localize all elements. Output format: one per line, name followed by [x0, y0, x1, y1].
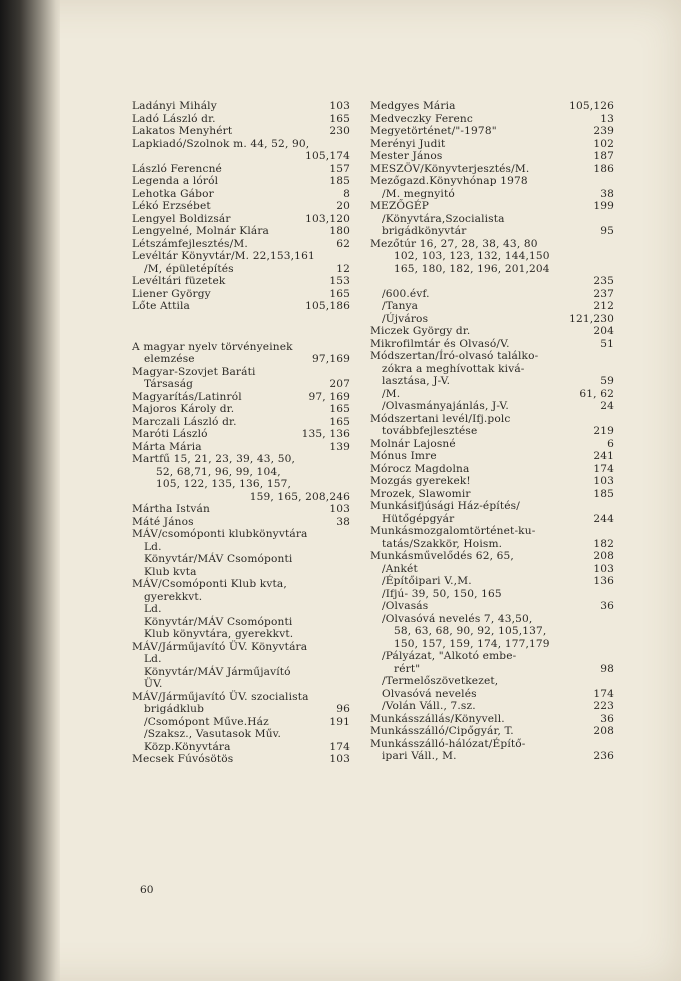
index-entry: [132, 516, 350, 529]
index-entry-term: Medveczky Ferenc: [370, 112, 473, 125]
index-entry-term: Munkásművelődés 62, 65,: [370, 550, 514, 562]
index-entry: [370, 700, 614, 713]
index-entry-pages: 97,169: [312, 353, 350, 365]
index-entry: [132, 553, 350, 566]
index-entry-pages: 62: [336, 237, 350, 250]
index-entry-term: Munkásszálló/Cipőgyár, T.: [370, 725, 514, 737]
index-entry-pages: 182: [593, 537, 614, 550]
index-entry-term: Legenda a lóról: [132, 175, 219, 187]
index-entry: [132, 225, 350, 238]
index-entry: [370, 150, 614, 163]
index-entry-term: /M.: [382, 387, 401, 400]
index-entry: [370, 238, 614, 251]
index-entry-term: Munkásifjúsági Ház-építés/: [370, 500, 520, 512]
index-entry-pages: 96: [336, 703, 350, 715]
index-entry: [132, 403, 350, 416]
index-entry-pages: 95: [600, 225, 614, 237]
index-entry: [132, 628, 350, 641]
index-entry-term: Mrozek, Slawomir: [370, 487, 471, 500]
index-entry-term: Mikrofilmtár és Olvasó/V.: [370, 337, 510, 350]
index-entry-term: lasztása, J-V.: [382, 375, 451, 387]
index-entry-pages: 159, 165, 208,246: [249, 490, 350, 503]
index-entry-term: Mónus Imre: [370, 450, 437, 462]
index-entry: [370, 200, 614, 213]
index-entry-term: Mezőtúr 16, 27, 28, 38, 43, 80: [370, 237, 538, 250]
index-entry-term: Lengyelné, Molnár Klára: [132, 225, 270, 237]
index-entry-term: /Ankét: [382, 562, 418, 575]
index-entry-term: Klub könyvtára, gyerekkvt.: [144, 628, 294, 640]
index-entry-term: Ladányi Mihály: [132, 100, 217, 112]
index-entry-term: Levéltár Könyvtár/M. 22,153,161: [132, 250, 315, 262]
index-entry: [132, 641, 350, 654]
index-entry-pages: 185: [329, 175, 350, 187]
index-entry-term: /Olvasmányajánlás, J-V.: [382, 400, 509, 412]
index-entry-pages: 103: [329, 753, 350, 765]
index-entry-term: Munkásszállás/Könyvell.: [370, 712, 505, 725]
index-entry-pages: 185: [593, 487, 614, 500]
index-entry-term: /Ifjú- 39, 50, 150, 165: [382, 587, 502, 600]
index-entry-term: /Termelőszövetkezet,: [382, 675, 499, 687]
index-entry-pages: 244: [593, 512, 614, 525]
index-entry-pages: 38: [600, 187, 614, 200]
index-entry: [132, 288, 350, 301]
index-entry-pages: 165: [329, 287, 350, 300]
index-entry: [370, 250, 614, 263]
index-entry-pages: 103: [593, 475, 614, 487]
index-column-right: [370, 100, 614, 763]
index-entry: [132, 366, 350, 379]
index-entry-term: 52, 68,71, 96, 99, 104,: [156, 465, 281, 478]
index-entry-term: Ld.: [144, 653, 162, 665]
index-entry-term: 102, 103, 123, 132, 144,150: [394, 250, 550, 262]
index-entry-pages: 174: [329, 740, 350, 753]
index-entry-pages: 36: [600, 712, 614, 725]
index-entry-term: /Csomópont Műve.Ház: [144, 715, 269, 728]
index-entry-pages: 230: [329, 125, 350, 137]
index-entry: [370, 138, 614, 151]
index-entry: [370, 450, 614, 463]
index-entry: [132, 188, 350, 201]
index-entry-pages: 13: [600, 112, 614, 125]
index-entry: [132, 578, 350, 591]
index-entry-pages: 219: [593, 425, 614, 437]
index-entry: [132, 541, 350, 554]
index-entry-term: 105, 122, 135, 136, 157,: [156, 478, 292, 490]
index-entry-term: MÁV/csomóponti klubkönyvtára: [132, 528, 308, 540]
index-entry-pages: 98: [600, 662, 614, 675]
index-entry-term: Marczali László dr.: [132, 415, 237, 428]
index-entry: [132, 566, 350, 579]
index-entry-pages: 187: [593, 150, 614, 162]
index-entry: [370, 363, 614, 376]
index-entry: [370, 263, 614, 276]
index-entry: [370, 388, 614, 401]
index-entry: [132, 238, 350, 251]
index-entry-pages: 102: [593, 137, 614, 150]
index-entry: [370, 325, 614, 338]
index-entry-term: Ld.: [144, 540, 162, 553]
index-entry-term: Molnár Lajosné: [370, 437, 456, 450]
index-entry-term: /M, épületépítés: [144, 262, 234, 275]
index-entry-term: Lőte Attila: [132, 300, 191, 312]
index-entry-term: Módszertani levél/Ifj.polc: [370, 412, 511, 425]
index-entry-term: László Ferencné: [132, 162, 222, 175]
index-entry-term: ÜV.: [144, 678, 163, 690]
index-entry-pages: 97, 169: [308, 390, 350, 403]
index-entry-pages: 204: [593, 325, 614, 337]
index-entry-pages: 36: [600, 600, 614, 612]
index-entry-term: MESZÖV/Könyvterjesztés/M.: [370, 162, 530, 175]
index-entry: [370, 563, 614, 576]
index-entry: [370, 638, 614, 651]
index-entry-pages: 180: [329, 225, 350, 237]
index-entry: [132, 603, 350, 616]
index-entry-term: Módszertan/Író-olvasó találko-: [370, 350, 539, 362]
index-entry-term: 150, 157, 159, 174, 177,179: [394, 637, 550, 650]
index-entry: [132, 300, 350, 313]
index-entry: [132, 591, 350, 604]
index-entry: [370, 413, 614, 426]
index-entry: [370, 313, 614, 326]
index-entry: [370, 650, 614, 663]
index-entry: [370, 613, 614, 626]
index-entry-term: Ladó László dr.: [132, 112, 216, 125]
index-entry: [132, 616, 350, 629]
index-entry-term: A magyar nyelv törvényeinek: [132, 340, 293, 353]
index-entry-pages: 135, 136: [301, 428, 350, 440]
index-entry: [370, 500, 614, 513]
index-entry-term: /Olvasóvá nevelés 7, 43,50,: [382, 612, 533, 625]
index-entry: [132, 491, 350, 504]
index-entry: [370, 600, 614, 613]
index-entry: [370, 288, 614, 301]
index-entry: [370, 100, 614, 113]
index-entry-term: Munkásszálló-hálózat/Építő-: [370, 737, 526, 750]
index-entry: [370, 213, 614, 226]
index-entry: [370, 475, 614, 488]
index-entry-pages: 51: [600, 337, 614, 350]
index-entry-term: Medgyes Mária: [370, 100, 456, 112]
index-entry-term: Lehotka Gábor: [132, 187, 214, 200]
index-entry-pages: 6: [607, 437, 614, 450]
index-entry-pages: 105,186: [305, 300, 350, 312]
index-entry: [370, 675, 614, 688]
index-entry-term: /M. megnyitó: [382, 187, 455, 200]
index-entry: [370, 550, 614, 563]
index-entry: [132, 466, 350, 479]
index-entry-term: Könyvtár/MÁV Csomóponti: [144, 553, 293, 565]
index-entry-pages: 103: [329, 100, 350, 112]
index-entry: [132, 250, 350, 263]
index-entry-term: Magyarítás/Latinról: [132, 390, 242, 403]
index-entry-term: rért": [394, 662, 421, 675]
index-entry: [132, 378, 350, 391]
index-entry-pages: 165: [329, 415, 350, 428]
index-entry: [370, 713, 614, 726]
index-entry-term: /600.évf.: [382, 287, 430, 300]
index-entry: [132, 528, 350, 541]
index-entry: [370, 338, 614, 351]
index-entry-pages: 24: [600, 400, 614, 412]
index-entry: [132, 125, 350, 138]
index-entry-term: Merényi Judit: [370, 137, 446, 150]
index-entry-term: /Tanya: [382, 300, 419, 312]
index-entry-pages: 59: [600, 375, 614, 387]
index-entry-term: gyerekkvt.: [144, 590, 203, 603]
index-entry: [132, 503, 350, 516]
index-entry-pages: 103: [593, 562, 614, 575]
index-entry: [132, 691, 350, 704]
index-entry-term: Ld.: [144, 603, 162, 615]
index-entry-pages: 20: [336, 200, 350, 212]
index-entry-term: /Könyvtára,Szocialista: [382, 212, 505, 225]
index-entry-term: ipari Váll., M.: [382, 750, 457, 762]
index-entry-pages: 208: [593, 550, 614, 562]
index-entry-term: zókra a meghívottak kivá-: [382, 362, 525, 375]
index-entry-term: Megyetörténet/"-1978": [370, 125, 497, 137]
index-entry-term: Mezőgazd.Könyvhónap 1978: [370, 175, 528, 187]
index-entry-pages: 174: [593, 462, 614, 475]
index-entry-term: Társaság: [144, 378, 194, 390]
page-number: 60: [140, 884, 154, 896]
index-entry-term: Létszámfejlesztés/M.: [132, 237, 248, 250]
index-entry: [132, 200, 350, 213]
index-entry-term: MÁV/Csomóponti Klub kvta,: [132, 578, 287, 590]
index-entry: [370, 225, 614, 238]
index-entry-term: Olvasóvá nevelés: [382, 687, 477, 700]
index-entry: [132, 753, 350, 766]
index-entry-pages: 38: [336, 515, 350, 528]
index-entry: [370, 463, 614, 476]
index-entry: [132, 716, 350, 729]
index-entry-term: Martfű 15, 21, 23, 39, 43, 50,: [132, 453, 296, 465]
index-entry: [132, 478, 350, 491]
index-entry-pages: 237: [593, 287, 614, 300]
index-entry: [132, 678, 350, 691]
index-entry: [132, 341, 350, 354]
index-entry-pages: 103: [329, 503, 350, 515]
index-entry-pages: 153: [329, 275, 350, 287]
index-entry-pages: 61, 62: [579, 387, 614, 400]
index-entry: [370, 525, 614, 538]
index-entry: [370, 725, 614, 738]
index-entry-term: Liener György: [132, 287, 211, 300]
index-entry: [132, 100, 350, 113]
index-entry: [132, 741, 350, 754]
index-entry-pages: 236: [593, 750, 614, 762]
index-entry-term: Majoros Károly dr.: [132, 403, 235, 415]
index-entry: [132, 416, 350, 429]
index-entry: [370, 688, 614, 701]
index-entry-term: Lékó Erzsébet: [132, 200, 211, 212]
index-entry: [132, 391, 350, 404]
index-entry: [370, 575, 614, 588]
index-entry: [132, 666, 350, 679]
index-entry-pages: 12: [336, 262, 350, 275]
index-entry-pages: 235: [593, 275, 614, 287]
index-entry-pages: 212: [593, 300, 614, 312]
index-entry: [370, 125, 614, 138]
index-entry-pages: 103,120: [305, 212, 350, 225]
index-entry-term: Miczek György dr.: [370, 325, 471, 337]
index-entry-pages: 105,126: [569, 100, 614, 112]
index-entry-term: Márta Mária: [132, 440, 202, 453]
index-entry-pages: 121,230: [569, 312, 614, 325]
index-entry-pages: 208: [593, 725, 614, 737]
index-entry: [370, 350, 614, 363]
index-entry-term: /Volán Váll., 7.sz.: [382, 700, 476, 712]
index-entry-term: MÁV/Járműjavító ÜV. szocialista: [132, 690, 309, 703]
index-entry-term: 165, 180, 182, 196, 201,204: [394, 262, 550, 275]
index-entry: [370, 438, 614, 451]
index-entry-term: elemzése: [144, 353, 195, 365]
index-entry: [370, 588, 614, 601]
index-entry: [132, 728, 350, 741]
index-entry-pages: 8: [343, 187, 350, 200]
index-entry: [370, 425, 614, 438]
index-entry: [132, 175, 350, 188]
index-entry: [132, 113, 350, 126]
index-entry-term: tatás/Szakkör, Hoism.: [382, 537, 503, 550]
index-entry: [132, 275, 350, 288]
index-entry: [370, 188, 614, 201]
index-entry-term: 58, 63, 68, 90, 92, 105,137,: [394, 625, 547, 637]
index-entry-term: Klub kvta: [144, 565, 197, 578]
index-entry-term: Mórocz Magdolna: [370, 462, 470, 475]
index-entry-term: Mártha István: [132, 503, 210, 515]
index-entry-term: /Pályázat, "Alkotó embe-: [382, 650, 517, 662]
index-entry-term: MEZŐGÉP: [370, 200, 430, 212]
index-entry: [370, 750, 614, 763]
index-entry-term: Lakatos Menyhért: [132, 125, 233, 137]
index-column-left: [132, 100, 350, 766]
index-entry: [370, 513, 614, 526]
index-entry: [132, 313, 350, 327]
index-entry-pages: 165: [329, 112, 350, 125]
index-entry: [370, 163, 614, 176]
index-entry: [132, 163, 350, 176]
index-entry: [132, 453, 350, 466]
index-entry: [370, 400, 614, 413]
index-entry-term: brigádkönyvtár: [382, 225, 467, 237]
index-entry: [132, 213, 350, 226]
index-entry: [370, 738, 614, 751]
index-entry: [370, 300, 614, 313]
index-entry: [370, 538, 614, 551]
index-entry-term: Hütőgépgyár: [382, 512, 455, 525]
index-entry-pages: 186: [593, 162, 614, 175]
index-entry-term: Könyvtár/MÁV Csomóponti: [144, 615, 293, 628]
index-entry-pages: 157: [329, 162, 350, 175]
index-entry: [370, 488, 614, 501]
index-entry-pages: 139: [329, 440, 350, 453]
index-entry-term: Mecsek Fúvósötös: [132, 753, 234, 765]
index-entry-term: /Szaksz., Vasutasok Műv.: [144, 728, 282, 740]
book-gutter-shadow: [0, 0, 60, 981]
index-entry: [132, 327, 350, 341]
index-entry-pages: 174: [593, 687, 614, 700]
index-entry-term: Munkásmozgalomtörténet-ku-: [370, 525, 536, 537]
index-entry-term: Lengyel Boldizsár: [132, 212, 231, 225]
index-entry: [370, 663, 614, 676]
index-entry-pages: 207: [329, 378, 350, 390]
index-entry-term: Közp.Könyvtára: [144, 740, 231, 753]
index-entry: [370, 375, 614, 388]
index-entry-term: Mozgás gyerekek!: [370, 475, 471, 487]
index-entry: [370, 625, 614, 638]
index-entry: [370, 113, 614, 126]
index-entry-term: Mester János: [370, 150, 443, 162]
index-entry-term: MÁV/Járműjavító ÜV. Könyvtára: [132, 640, 308, 653]
index-entry-pages: 191: [329, 715, 350, 728]
index-entry-pages: 241: [593, 450, 614, 462]
index-entry: [132, 428, 350, 441]
index-entry-pages: 136: [593, 575, 614, 587]
index-entry: [132, 653, 350, 666]
index-entry-term: /Építőipari V.,M.: [382, 575, 472, 587]
index-entry-term: Maróti László: [132, 428, 208, 440]
index-entry-term: Lapkiadó/Szolnok m. 44, 52, 90,: [132, 137, 310, 150]
index-entry: [370, 175, 614, 188]
index-entry-term: brigádklub: [144, 703, 205, 715]
index-entry-term: Levéltári füzetek: [132, 275, 226, 287]
index-entry-term: /Újváros: [382, 312, 429, 325]
index-entry-pages: 105,174: [305, 150, 350, 162]
index-entry: [132, 263, 350, 276]
index-entry: [370, 275, 614, 288]
index-entry: [132, 441, 350, 454]
index-entry-term: Magyar-Szovjet Baráti: [132, 365, 256, 378]
index-entry-pages: 165: [329, 403, 350, 415]
index-entry-term: /Olvasás: [382, 600, 429, 612]
index-entry-pages: 223: [593, 700, 614, 712]
index-entry-term: Máté János: [132, 515, 194, 528]
index-entry: [132, 150, 350, 163]
index-entry: [132, 353, 350, 366]
index-entry-term: Könyvtár/MÁV Járműjavító: [144, 665, 291, 678]
index-entry: [132, 703, 350, 716]
index-entry-pages: 199: [593, 200, 614, 212]
index-entry-pages: 239: [593, 125, 614, 137]
index-entry: [132, 138, 350, 151]
index-entry-term: továbbfejlesztése: [382, 425, 478, 437]
